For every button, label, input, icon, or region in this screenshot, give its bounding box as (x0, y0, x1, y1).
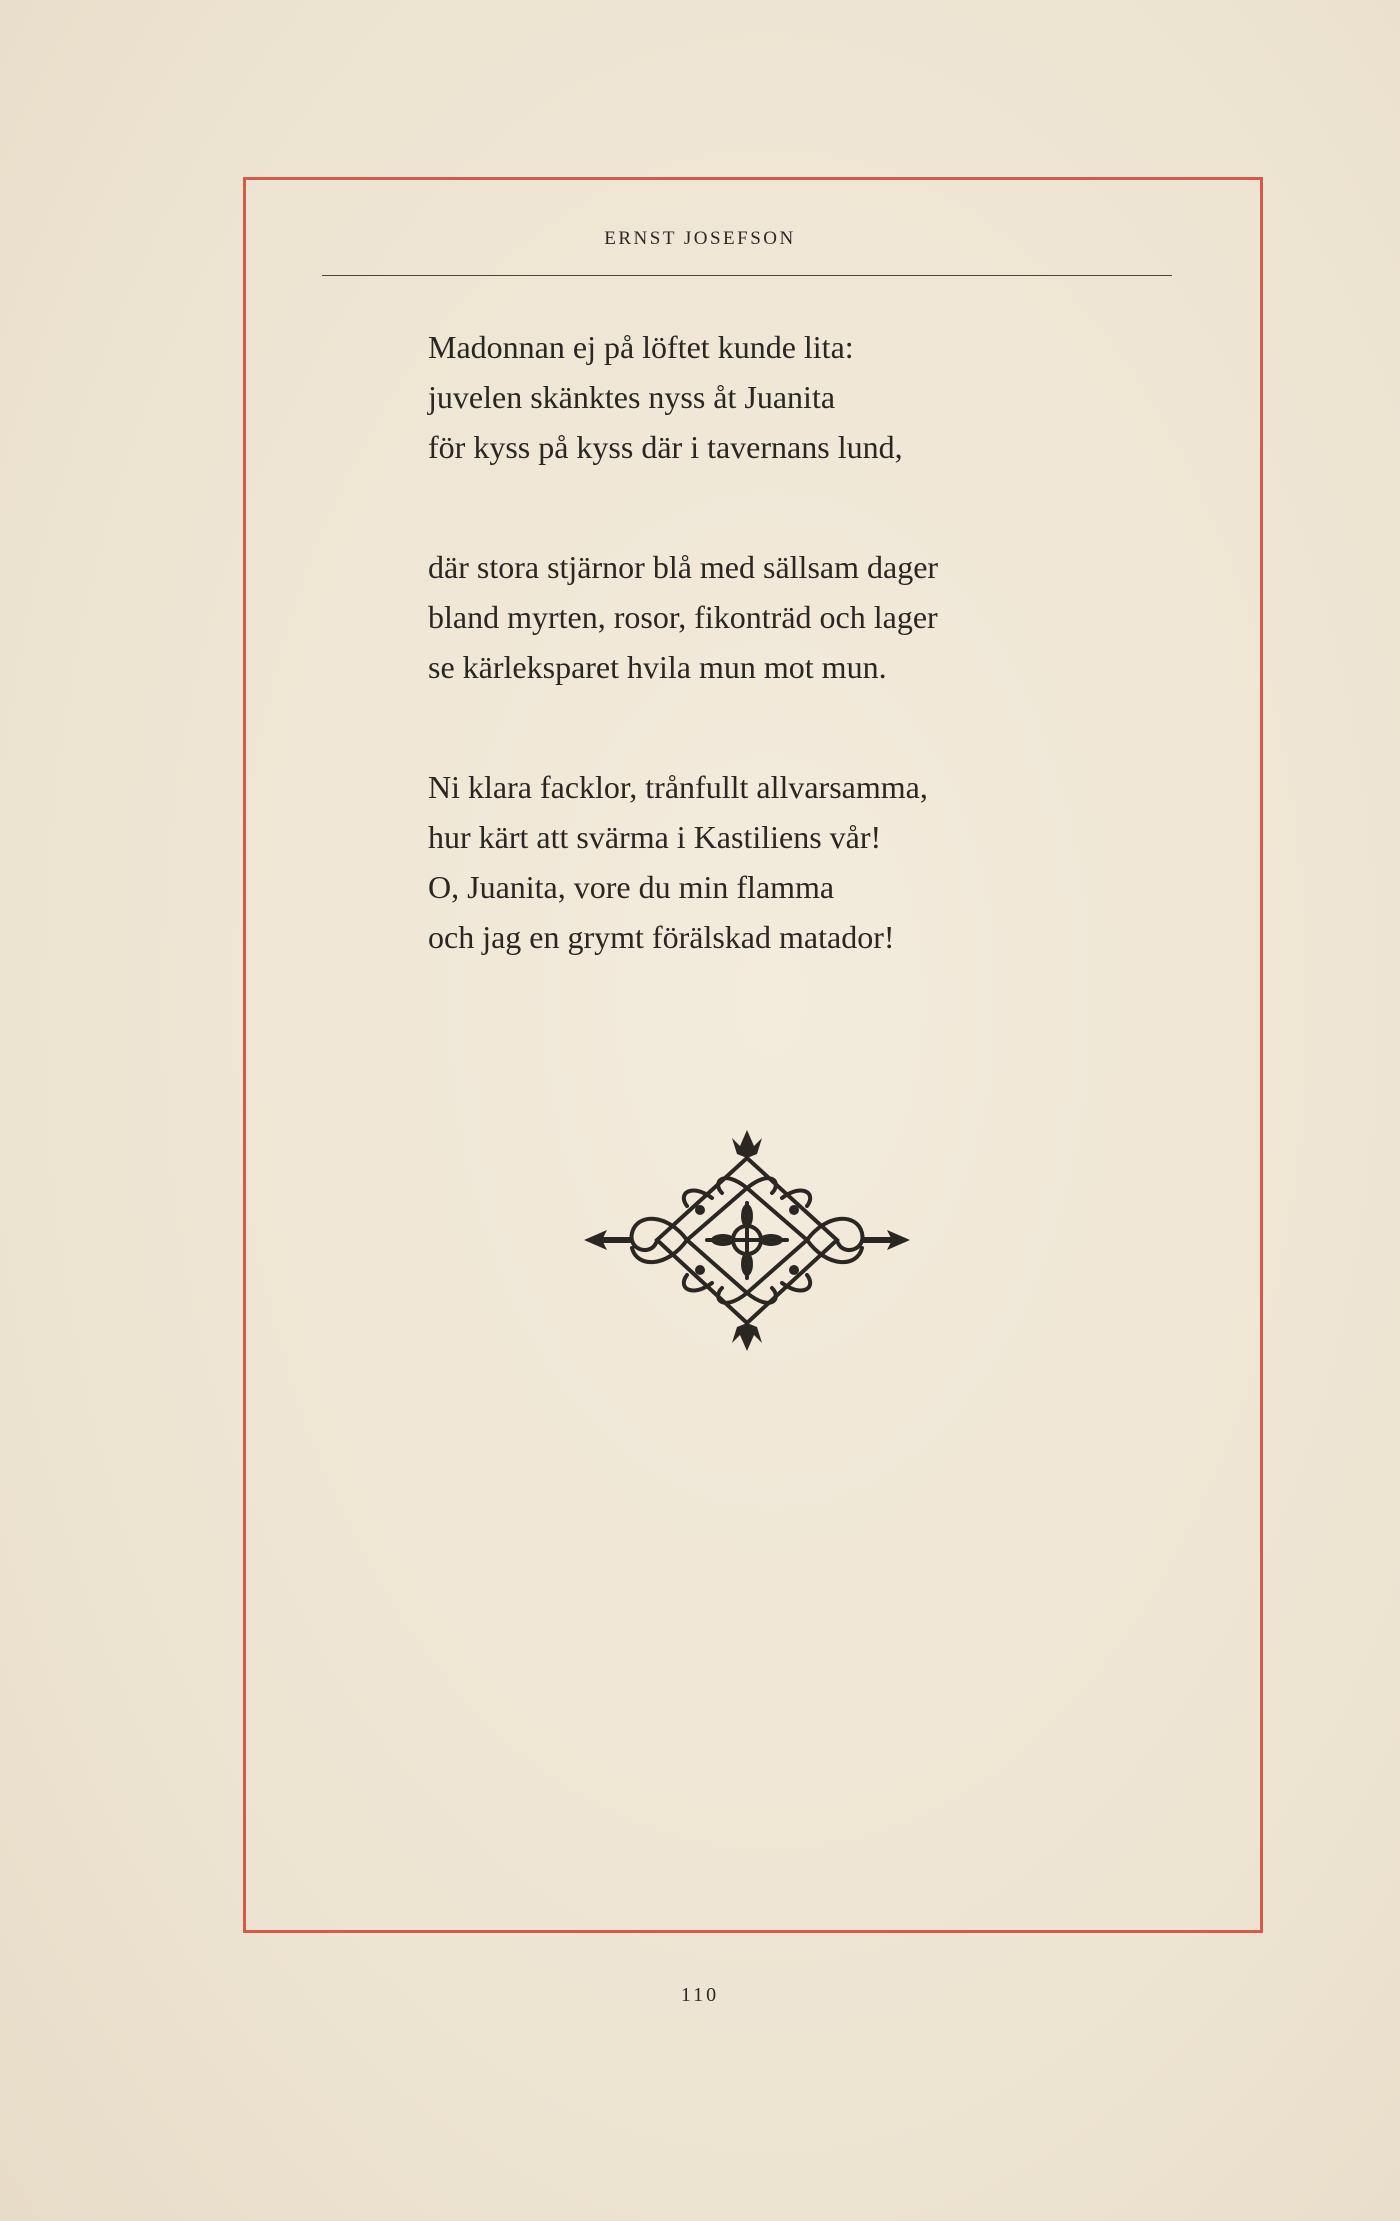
poem-line: för kyss på kyss där i tavernans lund, (428, 429, 903, 465)
poem (428, 322, 1188, 1032)
header-rule (322, 275, 1172, 276)
poem-line: se kärleksparet hvila mun mot mun. (428, 649, 887, 685)
poem-line: O, Juanita, vore du min flamma (428, 869, 835, 905)
stanza (428, 322, 1188, 472)
poem-line: där stora stjärnor blå med sällsam dager (428, 549, 939, 585)
poem-line: juvelen skänktes nyss åt Juanita (428, 379, 836, 415)
page-number: 110 (680, 1984, 720, 2006)
poem-line: Madonnan ej på löftet kunde lita: (428, 329, 854, 365)
floral-vignette-icon (582, 1128, 912, 1353)
poem-line: hur kärt att svärma i Kastiliens vår! (428, 819, 882, 855)
running-head: ERNST JOSEFSON (604, 228, 796, 249)
poem-line: Ni klara facklor, trånfullt allvarsamma, (428, 769, 928, 805)
poem-line: och jag en grymt förälskad matador! (428, 919, 895, 955)
poem-line: bland myrten, rosor, fikonträd och lager (428, 599, 938, 635)
stanza (428, 542, 1188, 692)
stanza (428, 762, 1188, 962)
